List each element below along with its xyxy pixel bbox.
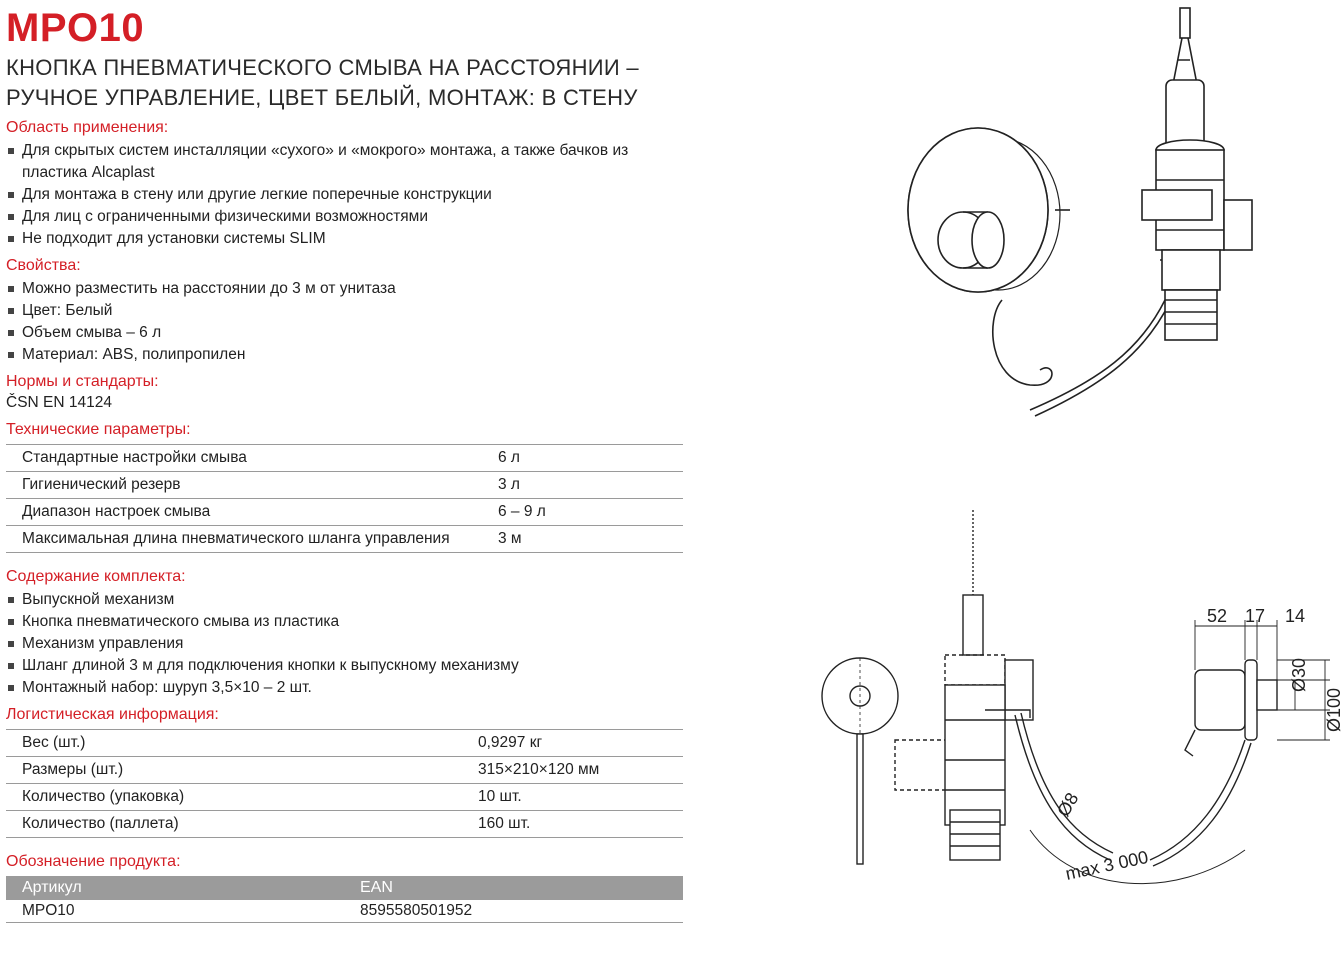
list-item: Кнопка пневматического смыва из пластика xyxy=(6,611,686,633)
table-row xyxy=(6,730,683,757)
param-name: Количество (упаковка) xyxy=(6,784,462,811)
param-value: 3 м xyxy=(482,526,683,553)
dim-52-label: 52 xyxy=(1207,606,1228,626)
table-row xyxy=(6,445,683,472)
application-heading: Область применения: xyxy=(6,119,169,136)
ean-value: 8595580501952 xyxy=(344,900,683,923)
table-row xyxy=(6,811,683,838)
hose-side-view-icon xyxy=(1015,715,1110,860)
standards-heading: Нормы и стандарты: xyxy=(6,373,159,390)
table-row xyxy=(6,757,683,784)
ean-column-header: EAN xyxy=(344,876,683,900)
param-value: 6 – 9 л xyxy=(482,499,683,526)
contents-list xyxy=(6,589,686,699)
list-item: Шланг длиной 3 м для подключения кнопки к выпускному механизму xyxy=(6,655,686,677)
param-value: 3 л xyxy=(482,472,683,499)
article-value: MPO10 xyxy=(6,900,344,923)
technical-heading: Технические параметры: xyxy=(6,421,191,438)
technical-table xyxy=(6,444,683,553)
table-row xyxy=(6,526,683,553)
list-item: Материал: ABS, полипропилен xyxy=(6,344,686,366)
param-name: Количество (паллета) xyxy=(6,811,462,838)
standards-value: ČSN EN 14124 xyxy=(6,394,112,411)
article-column-header: Артикул xyxy=(6,876,344,900)
product-title: MPO10 xyxy=(6,6,145,50)
list-item: Механизм управления xyxy=(6,633,686,655)
param-name: Стандартные настройки смыва xyxy=(6,445,482,472)
param-name: Вес (шт.) xyxy=(6,730,462,757)
hose-icon xyxy=(993,300,1052,385)
dim-max-label: max 3 000 xyxy=(1063,846,1151,884)
dim-d100-label: Ø100 xyxy=(1324,687,1344,732)
logistics-table xyxy=(6,729,683,838)
param-name: Максимальная длина пневматического шланга управления xyxy=(6,526,482,553)
valve-side-view-icon xyxy=(895,510,1033,860)
button-side-view-icon xyxy=(1185,660,1277,756)
table-row xyxy=(6,784,683,811)
table-row xyxy=(6,499,683,526)
dim-14-label: 14 xyxy=(1285,606,1306,626)
param-value: 315×210×120 мм xyxy=(462,757,683,784)
table-row xyxy=(6,900,683,923)
param-value: 6 л xyxy=(482,445,683,472)
product-heading: Обозначение продукта: xyxy=(6,853,181,870)
list-item: Для лиц с ограниченными физическими возможностями xyxy=(6,206,686,228)
list-item: Можно разместить на расстоянии до 3 м от унитаза xyxy=(6,278,686,300)
valve-mechanism-icon xyxy=(1142,8,1252,340)
table-header-row xyxy=(6,876,683,900)
list-item: Выпускной механизм xyxy=(6,589,686,611)
param-name: Гигиенический резерв xyxy=(6,472,482,499)
dim-17-label: 17 xyxy=(1245,606,1266,626)
list-item: Для монтажа в стену или другие легкие поперечные конструкции xyxy=(6,184,686,206)
list-item: Для скрытых систем инсталляции «сухого» и «мокрого» монтажа, а также бачков из пластика Alcaplast xyxy=(6,140,657,184)
param-name: Размеры (шт.) xyxy=(6,757,462,784)
properties-heading: Свойства: xyxy=(6,257,81,274)
list-item: Объем смыва – 6 л xyxy=(6,322,686,344)
param-name: Диапазон настроек смыва xyxy=(6,499,482,526)
properties-list xyxy=(6,278,686,366)
product-table xyxy=(6,876,683,923)
param-value: 160 шт. xyxy=(462,811,683,838)
product-subtitle-line1: КНОПКА ПНЕВМАТИЧЕСКОГО СМЫВА НА РАССТОЯНИИ – xyxy=(6,55,639,80)
logistics-heading: Логистическая информация: xyxy=(6,706,219,723)
contents-heading: Содержание комплекта: xyxy=(6,568,186,585)
dim-d8-label: Ø8 xyxy=(1053,789,1083,820)
param-value: 0,9297 кг xyxy=(462,730,683,757)
table-row xyxy=(6,472,683,499)
spec-column xyxy=(6,0,686,923)
technical-drawing xyxy=(815,500,1344,910)
application-list xyxy=(6,140,686,250)
param-value: 10 шт. xyxy=(462,784,683,811)
product-subtitle-line2: РУЧНОЕ УПРАВЛЕНИЕ, ЦВЕТ БЕЛЫЙ, МОНТАЖ: В СТЕНУ xyxy=(6,85,638,110)
product-illustration xyxy=(890,0,1270,430)
list-item: Цвет: Белый xyxy=(6,300,686,322)
list-item: Не подходит для установки системы SLIM xyxy=(6,228,686,250)
list-item: Монтажный набор: шуруп 3,5×10 – 2 шт. xyxy=(6,677,686,699)
dim-d30-label: Ø30 xyxy=(1289,657,1309,692)
